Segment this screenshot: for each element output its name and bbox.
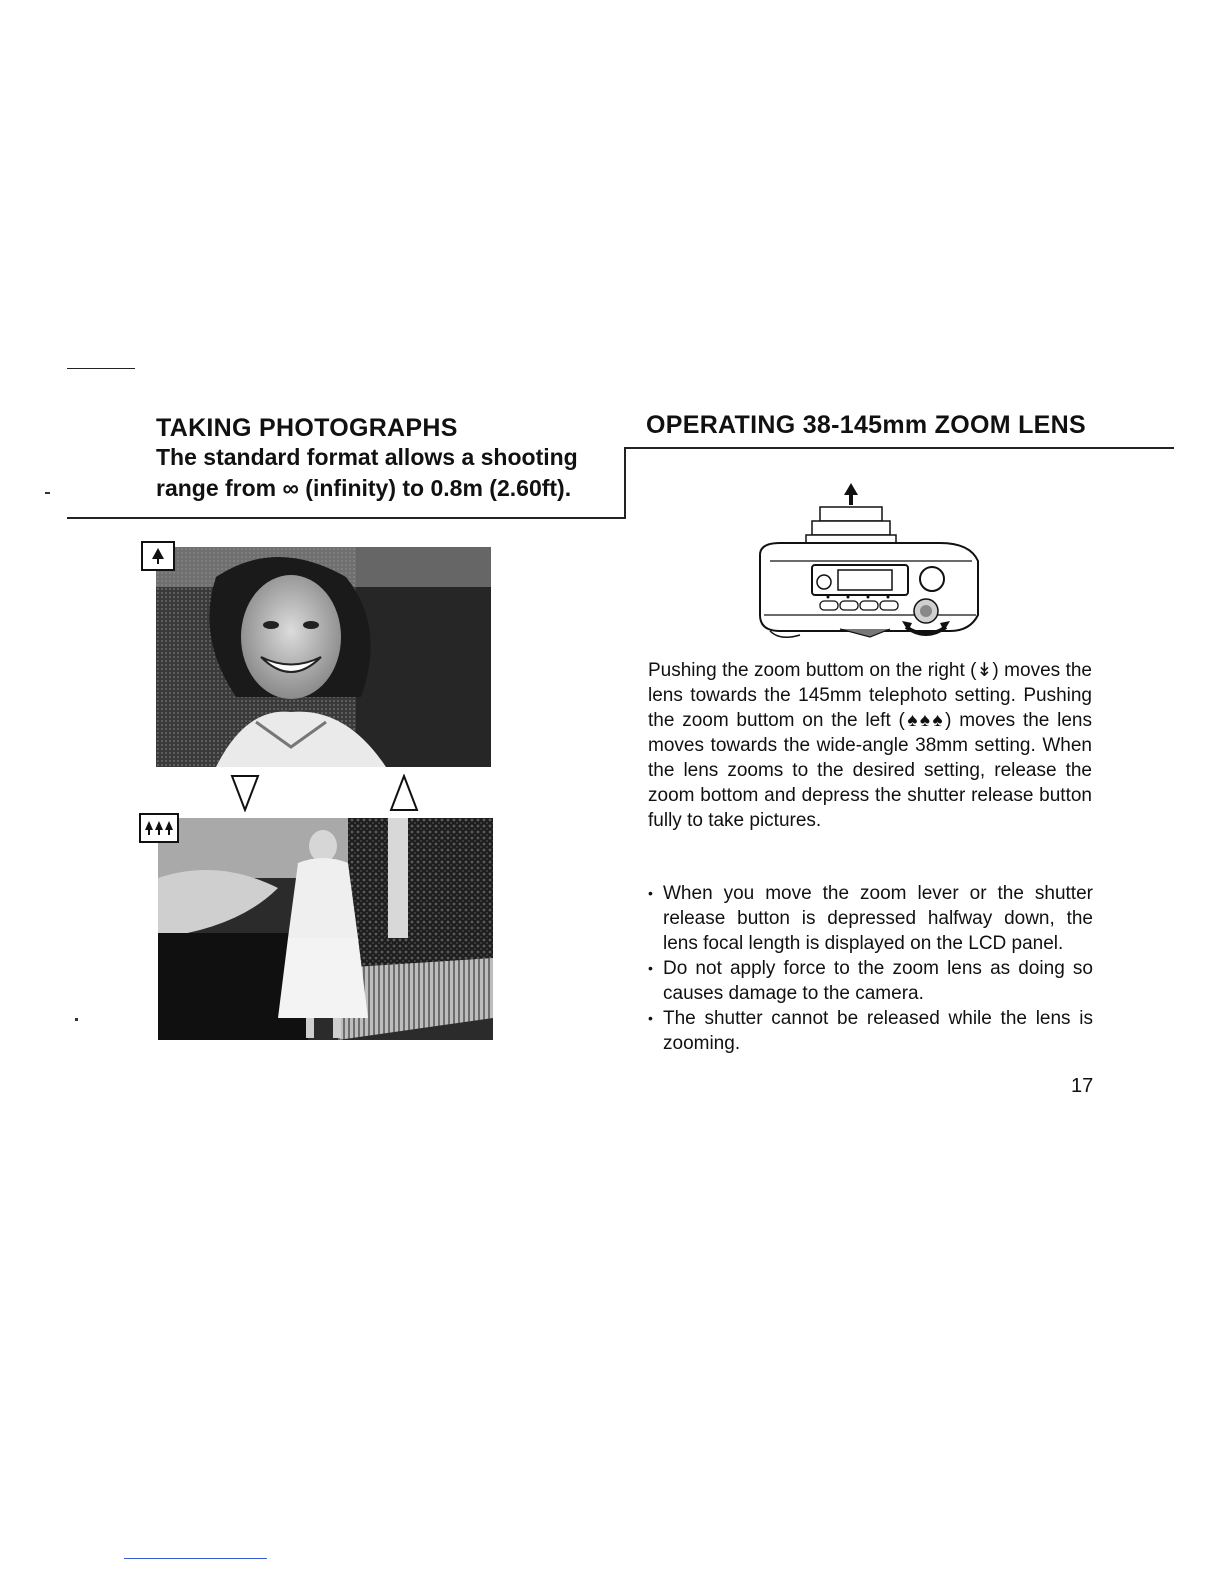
subtitle-side-rule <box>624 448 626 518</box>
margin-speck <box>45 492 50 494</box>
down-triangle-icon <box>230 774 260 812</box>
single-tree-icon <box>148 546 168 566</box>
section-title-zoom-lens: OPERATING 38-145mm ZOOM LENS <box>646 411 1086 439</box>
zoom-notes-list <box>648 881 1093 1056</box>
subtitle-bottom-rule <box>67 517 626 519</box>
wide-angle-landscape-photo <box>158 818 493 1040</box>
up-triangle-icon <box>389 774 419 812</box>
subtitle-line-1: The standard format allows a shooting <box>156 444 578 470</box>
subtitle-line-2: range from ∞ (infinity) to 0.8m (2.60ft). <box>156 475 572 501</box>
list-item: • The shutter cannot be released while the lens is zooming. <box>648 1006 1093 1056</box>
margin-rule-top <box>67 368 135 369</box>
wide-angle-badge <box>139 813 179 843</box>
telephoto-portrait-photo <box>156 547 491 767</box>
shooting-range-subtitle <box>156 442 626 504</box>
margin-rule-bottom <box>124 1558 267 1559</box>
portrait-illustration <box>156 547 491 767</box>
header-divider-rule <box>624 447 1174 449</box>
landscape-illustration <box>158 818 493 1040</box>
zoom-instructions-paragraph: Pushing the zoom buttom on the right (↡) moves the lens towards the 145mm telephoto setting. Pushing the zoom buttom on the left (♠♠♠) moves the lens moves towards the wide-angle 38mm setting. When the lens zooms to the desired setting, release the zoom bottom and depress the shutter release button fully to take pictures. <box>648 660 1092 831</box>
three-trees-icon <box>144 819 174 837</box>
camera-top-view-zoom-illustration <box>740 465 980 645</box>
section-title-taking-photographs: TAKING PHOTOGRAPHS <box>156 414 458 442</box>
list-item: • When you move the zoom lever or the shutter release button is depressed halfway down, the lens focal length is displayed on the LCD panel. <box>648 881 1093 956</box>
telephoto-badge <box>141 541 175 571</box>
list-item: • Do not apply force to the zoom lens as doing so causes damage to the camera. <box>648 956 1093 1006</box>
page-number: 17 <box>1071 1075 1094 1097</box>
margin-speck <box>75 1018 78 1021</box>
